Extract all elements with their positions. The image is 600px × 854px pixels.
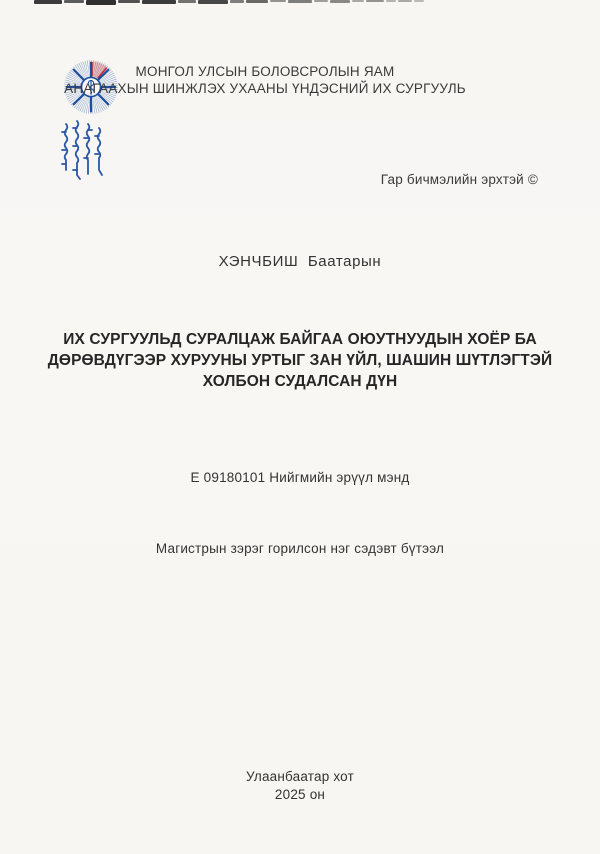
scan-artifact-strip [0, 0, 600, 8]
manuscript-rights-note: Гар бичмэлийн эрхтэй © [380, 172, 538, 187]
thesis-title [28, 329, 572, 392]
scan-mark [352, 0, 364, 2]
author-name: ХЭНЧБИШ Баатарын [218, 253, 382, 270]
thesis-title-line: ДӨРӨВДҮГЭЭР ХУРУУНЫ УРТЫГ ЗАН ҮЙЛ, ШАШИН ШҮТЛЭГТЭЙ [47, 352, 553, 369]
institution-header [45, 63, 485, 97]
thesis-title-line: ИХ СУРГУУЛЬД СУРАЛЦАЖ БАЙГАА ОЮУТНУУДЫН ХОЁР БА [63, 331, 537, 348]
ministry-name: МОНГОЛ УЛСЫН БОЛОВСРОЛЫН ЯАМ [135, 64, 395, 79]
footer-year: 2025 он [274, 787, 326, 802]
scan-mark [386, 0, 396, 2]
scan-mark [86, 0, 116, 5]
scan-mark [64, 0, 84, 3]
footer-block [0, 768, 600, 804]
traditional-mongolian-script-icon [60, 118, 106, 200]
footer-city: Улаанбаатар хот [246, 769, 354, 784]
scan-mark [288, 0, 312, 3]
scan-mark [34, 0, 62, 4]
scan-mark [118, 0, 140, 3]
scan-mark [230, 0, 244, 3]
scan-mark [366, 0, 384, 2]
scan-mark [142, 0, 176, 4]
degree-note: Магистрын зэрэг горилсон нэг сэдэвт бүтээл [155, 541, 445, 556]
thesis-title-line: ХОЛБОН СУДАЛСАН ДҮН [202, 373, 398, 390]
scan-mark [270, 0, 286, 2]
scan-mark [246, 0, 268, 3]
scan-mark [198, 0, 228, 4]
program-code: Е 09180101 Нийгмийн эрүүл мэнд [190, 470, 410, 485]
university-name: АНАГААХЫН ШИНЖЛЭХ УХААНЫ ҮНДЭСНИЙ ИХ СУРГУУЛЬ [64, 81, 466, 96]
scan-mark [330, 0, 350, 3]
scan-mark [398, 0, 412, 2]
scan-mark [314, 0, 328, 2]
scan-mark [178, 0, 196, 3]
scan-mark [414, 0, 424, 2]
